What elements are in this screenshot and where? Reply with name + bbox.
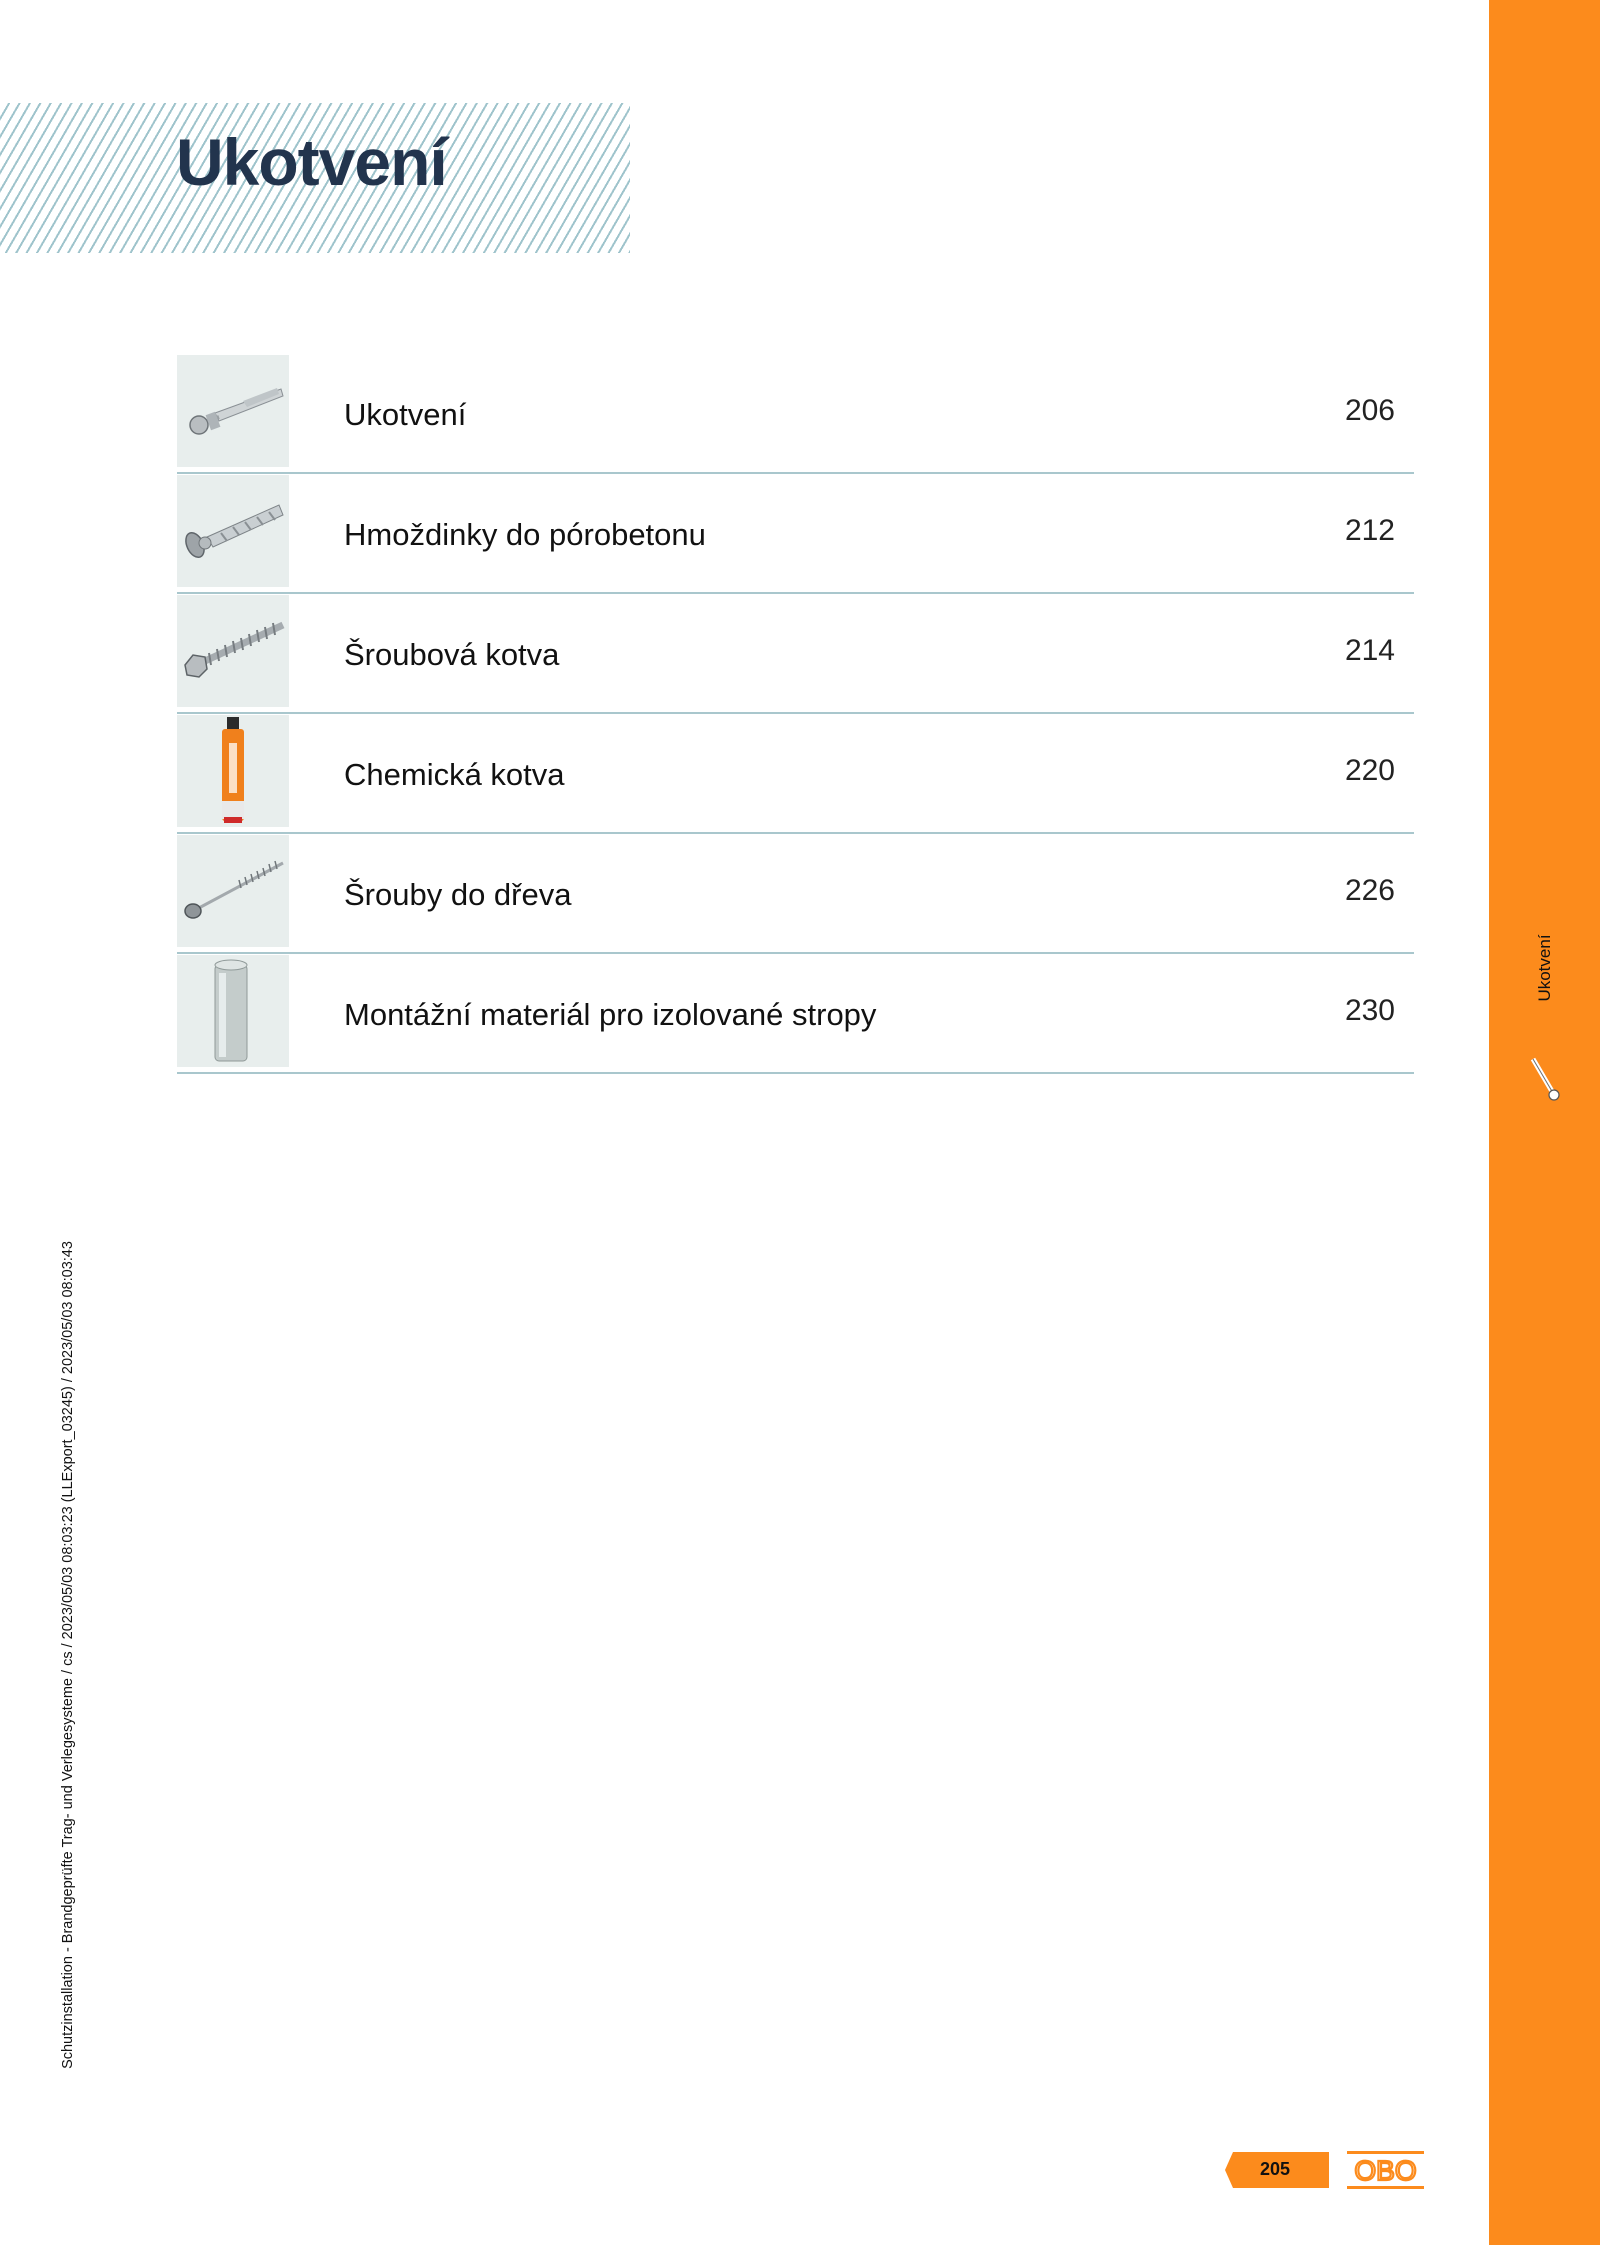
chemical-anchor-cartridge-icon	[177, 715, 289, 827]
document-meta-text: Schutzinstallation - Brandgeprüfte Trag- und Verlegesysteme / cs / 2023/05/03 08:03:23 (LLExport_03245) / 2023/05/03 08:03:43	[60, 1241, 76, 2069]
expansion-anchor-icon	[177, 355, 289, 467]
screw-anchor-icon	[177, 595, 289, 707]
page-number: 205	[1259, 2159, 1291, 2179]
toc-item[interactable]	[177, 835, 1414, 954]
wood-screw-icon	[177, 835, 289, 947]
toc-item[interactable]	[177, 355, 1414, 474]
chapter-sidebar	[1489, 0, 1600, 2245]
aerated-concrete-anchor-icon	[177, 475, 289, 587]
toc-item[interactable]	[177, 475, 1414, 594]
toc-item-label: Chemická kotva	[344, 757, 565, 792]
anchor-icon	[1527, 1055, 1563, 1101]
svg-text:OBO: OBO	[1354, 2155, 1417, 2186]
sidebar-chapter-label: Ukotvení	[1535, 934, 1554, 1002]
toc-item-label: Šroubová kotva	[344, 637, 560, 672]
toc-item[interactable]	[177, 715, 1414, 834]
toc-item-page: 206	[1344, 394, 1395, 427]
toc-item-page: 212	[1344, 514, 1395, 547]
toc-item-page: 220	[1344, 754, 1395, 787]
toc-item-page: 226	[1344, 874, 1395, 907]
toc-item-label: Hmoždinky do pórobetonu	[344, 517, 706, 552]
toc-item[interactable]	[177, 955, 1414, 1074]
insulated-ceiling-sleeve-icon	[177, 955, 289, 1067]
table-of-contents	[177, 355, 1414, 1075]
toc-item-label: Montážní materiál pro izolované stropy	[344, 997, 877, 1032]
toc-item-page: 214	[1344, 634, 1395, 667]
page-title: Ukotvení	[176, 125, 447, 199]
toc-item-label: Šrouby do dřeva	[344, 877, 572, 912]
toc-item-label: Ukotvení	[344, 397, 467, 432]
toc-item-page: 230	[1344, 994, 1395, 1027]
obo-logo	[1347, 2151, 1424, 2189]
page-number-badge	[1225, 2152, 1329, 2188]
toc-item[interactable]	[177, 595, 1414, 714]
